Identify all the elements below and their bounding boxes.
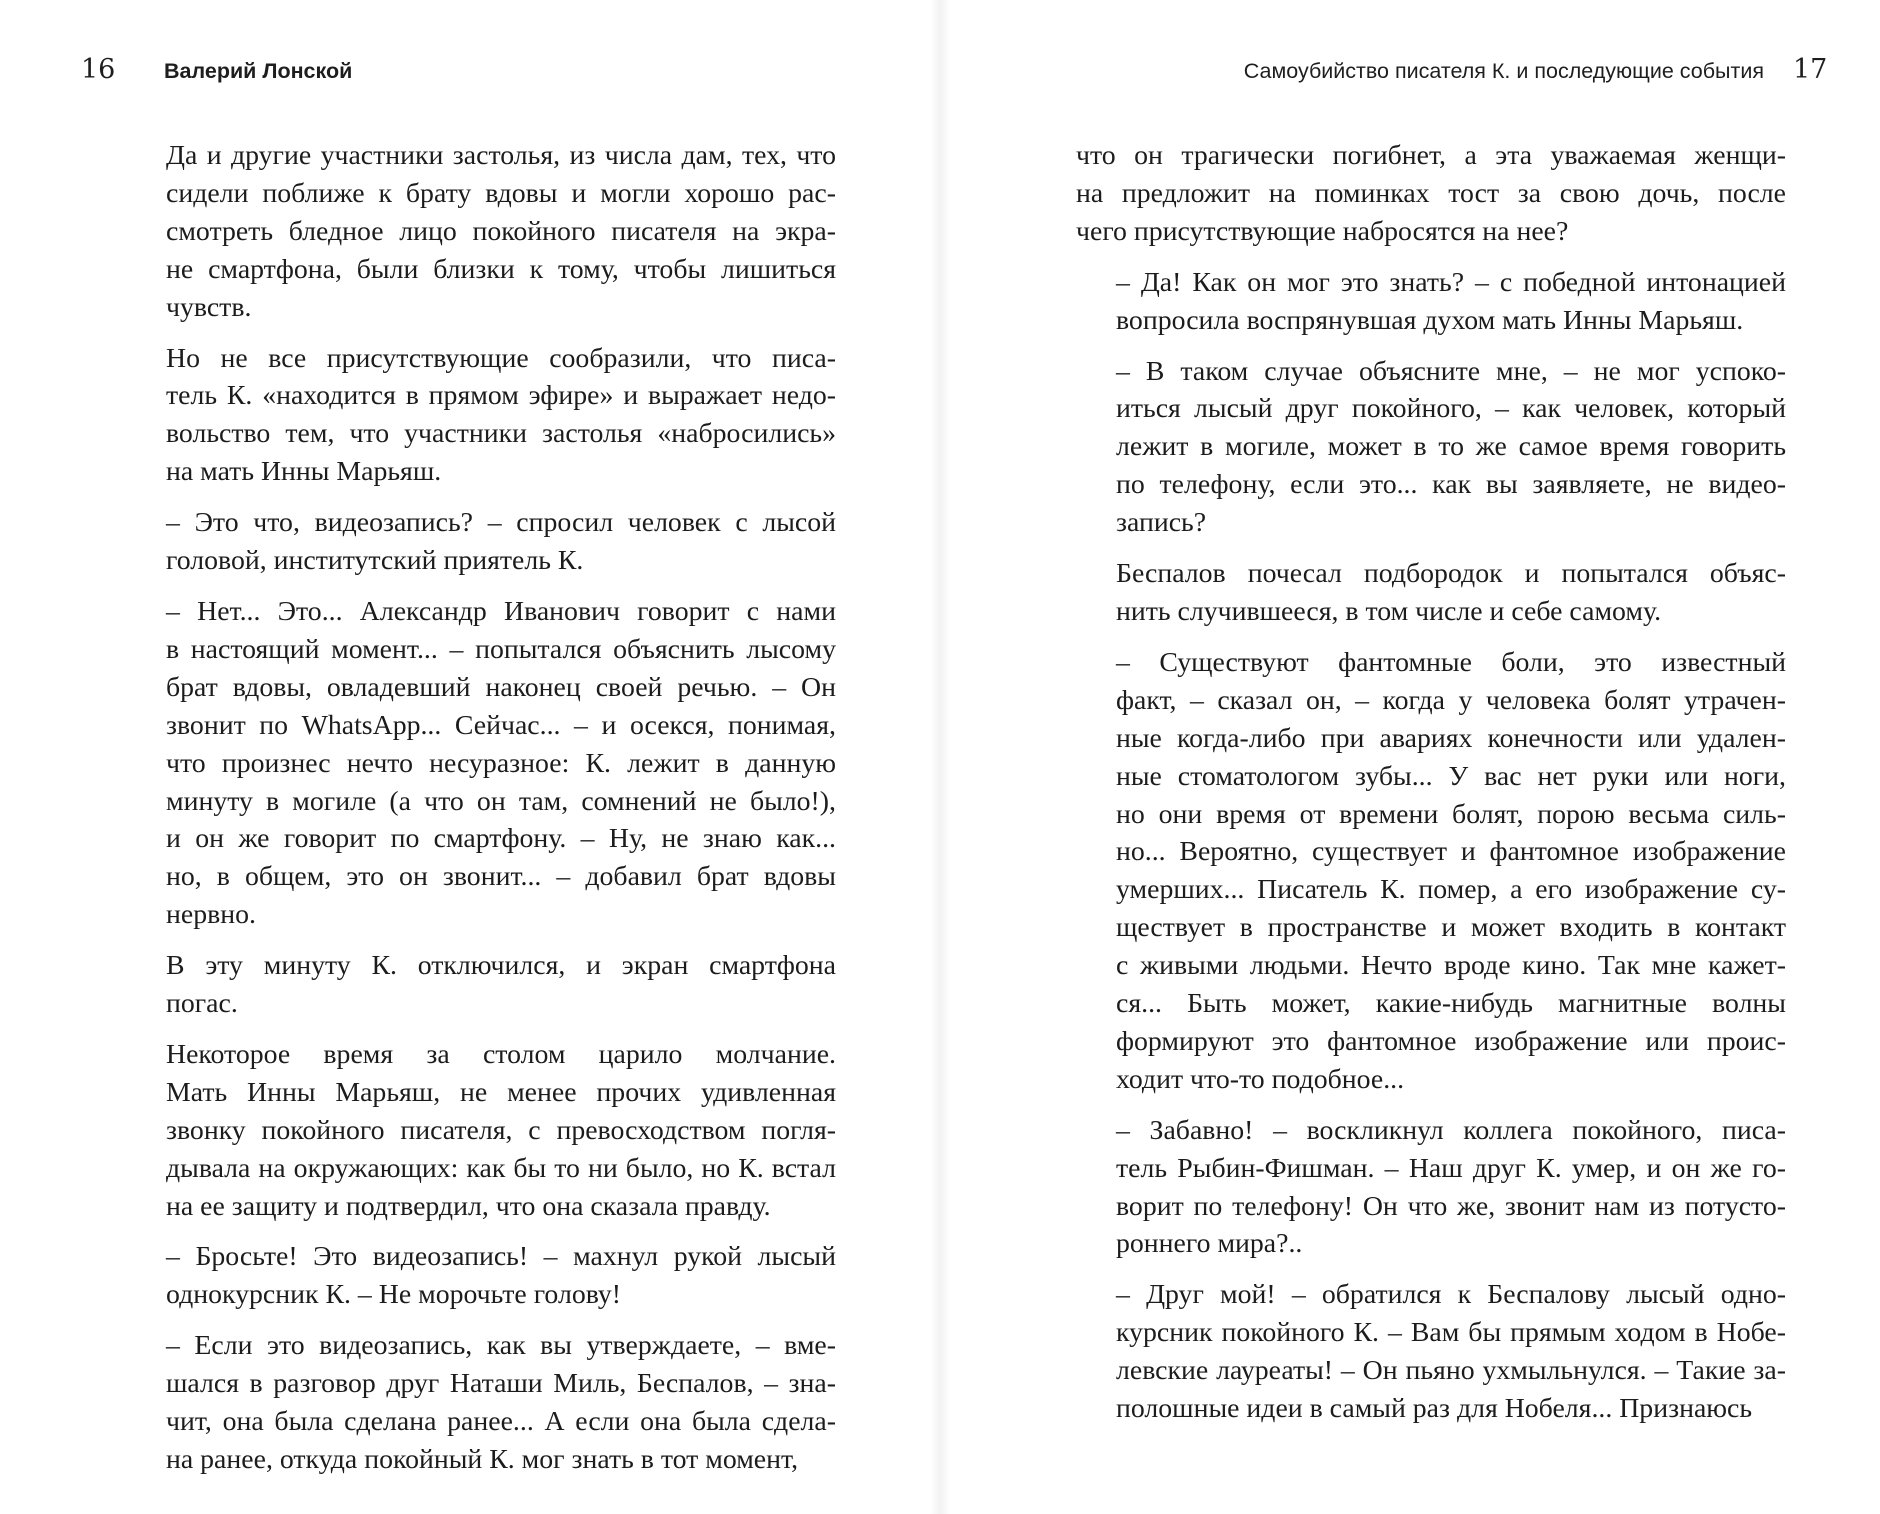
text-line: ные когда-либо при авариях конечности или удален- [1116, 722, 1786, 754]
text-line: сидели поближе к брату вдовы и могли хорошо рас- [166, 177, 836, 209]
text-line: на мать Инны Марьяш. [166, 456, 442, 488]
text-line: дывала на окружающих: как бы то ни было, но К. встал [166, 1152, 836, 1184]
text-line: чего присутствующие набросятся на нее? [1076, 215, 1569, 247]
text-line: Мать Инны Марьяш, не менее прочих удивленная [166, 1076, 836, 1108]
text-line: ществует в пространстве и может входить в контакт [1116, 912, 1786, 944]
page-number: 17 [1793, 54, 1828, 85]
paragraph [126, 137, 836, 327]
text-line: смотреть бледное лицо покойного писателя на экра- [166, 215, 836, 247]
paragraph [126, 1036, 836, 1226]
text-line: запись? [1116, 507, 1207, 539]
text-line: иться лысый друг покойного, – как человек, который [1116, 393, 1786, 425]
text-line: умерших... Писатель К. помер, а его изображение су- [1116, 874, 1786, 906]
text-line: однокурсник К. – Не морочьте голову! [166, 1279, 622, 1311]
text-line: с живыми людьми. Нечто вроде кино. Так мне кажет- [1116, 950, 1786, 982]
text-line: ные стоматологом зубы... У вас нет руки или ноги, [1116, 760, 1786, 792]
text-line: – Существуют фантомные боли, это известный [1116, 646, 1786, 678]
text-line: вопросила воспрянувшая духом мать Инны Марьяш. [1116, 304, 1744, 336]
text-line: тель К. «находится в прямом эфире» и выражает недо- [166, 380, 836, 412]
text-line: – Да! Как он мог это знать? – с победной интонацией [1116, 266, 1786, 298]
text-line: нить случившееся, в том числе и себе самому. [1116, 595, 1662, 627]
text-line: тель Рыбин-Фишман. – Наш друг К. умер, и он же го- [1116, 1152, 1786, 1184]
text-line: – В таком случае объясните мне, – не мог успоко- [1116, 355, 1786, 387]
paragraph [126, 1327, 836, 1479]
paragraph [126, 340, 836, 492]
paragraph [1076, 555, 1786, 631]
text-line: – Если это видеозапись, как вы утверждаете, – вме- [166, 1330, 836, 1362]
paragraph [1076, 1112, 1786, 1264]
paragraph [1076, 137, 1786, 251]
body-text [1076, 137, 1786, 1428]
text-line: Но не все присутствующие сообразили, что писа- [166, 342, 836, 374]
text-line: головой, институтский приятель К. [166, 545, 584, 577]
text-line: шался в разговор друг Наташи Миль, Беспалов, – зна- [166, 1368, 836, 1400]
text-line: полошные идеи в самый раз для Нобеля... Признаюсь [1116, 1393, 1753, 1425]
paragraph [126, 1238, 836, 1314]
running-head-author: Валерий Лонской [164, 59, 353, 83]
text-line: – Забавно! – воскликнул коллега покойного, писа- [1116, 1114, 1786, 1146]
text-line: чит, она была сделана ранее... А если она была сдела- [166, 1406, 836, 1438]
paragraph [126, 504, 836, 580]
right-page [940, 0, 1880, 1514]
text-line: что он трагически погибнет, а эта уважаемая женщи- [1076, 140, 1786, 171]
body-text [126, 137, 836, 1479]
running-head-title: Самоубийство писателя К. и последующие события [1243, 59, 1764, 83]
paragraph [126, 947, 836, 1023]
text-line: чувств. [166, 291, 252, 323]
text-line: В эту минуту К. отключился, и экран смартфона [166, 950, 836, 982]
text-line: формируют это фантомное изображение или проис- [1116, 1025, 1786, 1057]
text-line: ся... Быть может, какие-нибудь магнитные волны [1116, 988, 1786, 1020]
text-line: Да и другие участники застолья, из числа дам, тех, что [166, 140, 836, 171]
text-line: но, в общем, это он звонит... – добавил брат вдовы [166, 861, 836, 893]
text-line: роннего мира?.. [1116, 1228, 1303, 1260]
text-line: но... Вероятно, существует и фантомное изображение [1116, 836, 1786, 868]
text-line: ходит что-то подобное... [1116, 1063, 1405, 1095]
text-line: лежит в могиле, может в то же самое время говорить [1116, 431, 1786, 463]
text-line: на ранее, откуда покойный К. мог знать в тот момент, [166, 1444, 799, 1475]
text-line: на ее защиту и подтвердил, что она сказала правду. [166, 1190, 771, 1222]
paragraph [1076, 353, 1786, 543]
text-line: звонку покойного писателя, с превосходством погля- [166, 1114, 836, 1146]
text-line: Некоторое время за столом царило молчание. [166, 1038, 836, 1070]
paragraph [1076, 264, 1786, 340]
text-line: левские лауреаты! – Он пьяно ухмыльнулся. – Такие за- [1116, 1355, 1786, 1387]
paragraph [1076, 1276, 1786, 1428]
text-line: не смартфона, были близки к тому, чтобы лишиться [166, 253, 836, 285]
text-line: звонит по WhatsApp... Сейчас... – и осекся, понимая, [166, 709, 836, 741]
text-line: вольство тем, что участники застолья «набросились» [166, 418, 836, 450]
text-line: факт, – сказал он, – когда у человека болят утрачен- [1116, 684, 1786, 716]
text-line: – Нет... Это... Александр Иванович говорит с нами [166, 595, 836, 627]
text-line: – Друг мой! – обратился к Беспалову лысый одно- [1116, 1279, 1786, 1311]
text-line: – Это что, видеозапись? – спросил человек с лысой [166, 507, 836, 539]
page-number: 16 [81, 54, 116, 85]
text-line: в настоящий момент... – попытался объяснить лысому [166, 633, 836, 665]
paragraph [126, 593, 836, 934]
text-line: погас. [166, 988, 238, 1020]
text-line: нервно. [166, 899, 256, 931]
text-line: и он же говорит по смартфону. – Ну, не знаю как... [166, 823, 836, 855]
text-line: что произнес нечто несуразное: К. лежит в данную [166, 747, 836, 779]
text-line: ворит по телефону! Он что же, звонит нам из потусто- [1116, 1190, 1786, 1222]
paragraph [1076, 644, 1786, 1099]
text-line: но они время от времени болят, порою весьма силь- [1116, 798, 1786, 830]
text-line: по телефону, если это... как вы заявляете, не видео- [1116, 469, 1786, 501]
text-line: минуту в могиле (а что он там, сомнений не было!), [166, 785, 836, 817]
text-line: брат вдовы, овладевший наконец своей речью. – Он [166, 671, 836, 703]
text-line: курсник покойного К. – Вам бы прямым ходом в Нобе- [1116, 1317, 1786, 1349]
text-line: Беспалов почесал подбородок и попытался объяс- [1116, 558, 1786, 590]
text-line: на предложит на поминках тост за свою дочь, после [1076, 177, 1786, 209]
text-line: – Бросьте! Это видеозапись! – махнул рукой лысый [166, 1241, 836, 1273]
